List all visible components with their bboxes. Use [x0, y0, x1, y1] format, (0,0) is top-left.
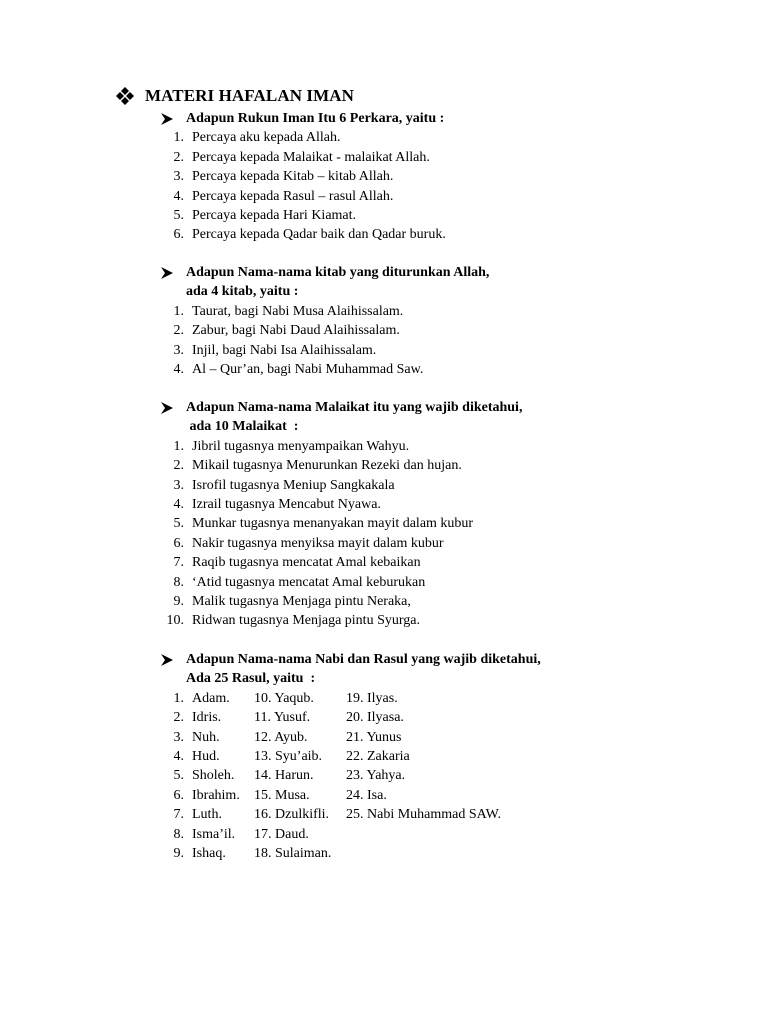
rasul-name: 25. Nabi Muhammad SAW. [346, 807, 502, 823]
rasul-name: Isma’il. [192, 826, 236, 842]
item-number: 7. [173, 807, 184, 823]
item-text: Percaya aku kepada Allah. [192, 130, 341, 146]
rasul-name: Luth. [192, 807, 222, 823]
table-row [160, 786, 546, 805]
rasul-name [346, 844, 546, 863]
section-heading-row [160, 398, 522, 417]
rasul-name: 18. Sulaiman. [254, 845, 332, 861]
list-item [160, 321, 489, 340]
section-kitab [160, 263, 489, 379]
item-text: ‘Atid tugasnya mencatat Amal keburukan [192, 574, 426, 590]
section-heading-row [160, 109, 446, 128]
item-text: Mikail tugasnya Menurunkan Rezeki dan hujan. [192, 458, 462, 474]
item-number: 4. [173, 496, 184, 512]
item-text: Taurat, bagi Nabi Musa Alaihissalam. [192, 303, 404, 319]
item-number: 4. [173, 361, 184, 377]
item-text: Injil, bagi Nabi Isa Alaihissalam. [192, 342, 377, 358]
item-text: Munkar tugasnya menanyakan mayit dalam kubur [192, 516, 474, 532]
item-text: Percaya kepada Qadar baik dan Qadar buruk. [192, 227, 446, 243]
list-item [160, 341, 489, 360]
list-item [160, 534, 522, 553]
rasul-name: Adam. [192, 690, 230, 706]
list-item [160, 206, 446, 225]
rasul-name [346, 825, 546, 844]
section-heading-row [160, 650, 546, 669]
list-item [160, 148, 446, 167]
rasul-name: Nuh. [192, 729, 220, 745]
item-number: 5. [173, 768, 184, 784]
table-row [160, 766, 546, 785]
rasul-name: 21. Yunus [346, 729, 402, 745]
item-number: 2. [173, 710, 184, 726]
section-heading: Adapun Nama-nama kitab yang diturunkan Allah, [186, 265, 490, 280]
kitab-list [160, 302, 489, 380]
list-item [160, 167, 446, 186]
list-item [160, 225, 446, 244]
rasul-name: Sholeh. [192, 768, 235, 784]
item-number: 8. [173, 574, 184, 590]
rasul-name: 11. Yusuf. [254, 710, 311, 726]
item-text: Izrail tugasnya Mencabut Nyawa. [192, 496, 381, 512]
section-heading: Adapun Rukun Iman Itu 6 Perkara, yaitu : [186, 111, 445, 126]
item-text: Raqib tugasnya mencatat Amal kebaikan [192, 555, 421, 571]
malaikat-list [160, 437, 522, 631]
rasul-name: 17. Daud. [254, 826, 309, 842]
rasul-name: 22. Zakaria [346, 748, 410, 764]
rasul-name: 24. Isa. [346, 787, 387, 803]
item-number: 2. [173, 149, 184, 165]
list-item [160, 302, 489, 321]
page-title: MATERI HAFALAN IMAN [145, 86, 355, 105]
list-item [160, 456, 522, 475]
item-number: 9. [173, 593, 184, 609]
item-text: Al – Qur’an, bagi Nabi Muhammad Saw. [192, 361, 424, 377]
item-number: 6. [173, 787, 184, 803]
diamond-bullet-icon [115, 86, 135, 106]
item-text: Isrofil tugasnya Meniup Sangkakala [192, 477, 395, 493]
item-number: 1. [173, 303, 184, 319]
item-text: Jibril tugasnya menyampaikan Wahyu. [192, 438, 410, 454]
section-heading: Adapun Nama-nama Nabi dan Rasul yang wajib diketahui, [186, 652, 541, 667]
list-item [160, 128, 446, 147]
item-text: Percaya kepada Hari Kiamat. [192, 207, 357, 223]
rasul-name: Hud. [192, 748, 220, 764]
list-item [160, 187, 446, 206]
item-number: 9. [173, 845, 184, 861]
list-item [160, 360, 489, 379]
arrow-bullet-icon [160, 266, 174, 280]
item-number: 1. [173, 438, 184, 454]
table-row [160, 689, 546, 708]
item-number: 1. [173, 690, 184, 706]
table-row [160, 825, 546, 844]
rasul-name: 14. Harun. [254, 768, 314, 784]
item-number: 3. [173, 342, 184, 358]
arrow-bullet-icon [160, 653, 174, 667]
item-text: Nakir tugasnya menyiksa mayit dalam kubur [192, 535, 444, 551]
item-number: 3. [173, 729, 184, 745]
arrow-bullet-icon [160, 112, 174, 126]
item-number: 8. [173, 826, 184, 842]
rasul-name: 19. Ilyas. [346, 690, 398, 706]
item-number: 5. [173, 516, 184, 532]
table-row [160, 844, 546, 863]
item-number: 4. [173, 748, 184, 764]
section-rasul [160, 650, 546, 863]
table-row [160, 728, 546, 747]
item-number: 2. [173, 458, 184, 474]
table-row [160, 747, 546, 766]
item-text: Percaya kepada Malaikat - malaikat Allah. [192, 149, 430, 165]
section-subheading: ada 4 kitab, yaitu : [186, 284, 299, 300]
table-row [160, 805, 546, 824]
rasul-name: 20. Ilyasa. [346, 710, 404, 726]
list-item [160, 514, 522, 533]
list-item [160, 573, 522, 592]
arrow-bullet-icon [160, 401, 174, 415]
item-number: 5. [173, 207, 184, 223]
item-number: 10. [166, 613, 184, 629]
section-malaikat [160, 398, 522, 631]
item-number: 3. [173, 477, 184, 493]
section-subheading: Ada 25 Rasul, yaitu : [186, 671, 316, 687]
rasul-name: 15. Musa. [254, 787, 310, 803]
rasul-name: 16. Dzulkifli. [254, 807, 330, 823]
item-number: 6. [173, 227, 184, 243]
rukun-list [160, 128, 446, 244]
rasul-name: 12. Ayub. [254, 729, 308, 745]
item-text: Percaya kepada Kitab – kitab Allah. [192, 169, 394, 185]
list-item [160, 611, 522, 630]
rasul-grid [160, 689, 546, 864]
rasul-name: Ibrahim. [192, 787, 240, 803]
item-text: Malik tugasnya Menjaga pintu Neraka, [192, 593, 411, 609]
rasul-name: 13. Syu’aib. [254, 748, 323, 764]
list-item [160, 553, 522, 572]
list-item [160, 437, 522, 456]
rasul-name: Idris. [192, 710, 222, 726]
item-number: 6. [173, 535, 184, 551]
item-number: 2. [173, 323, 184, 339]
item-text: Percaya kepada Rasul – rasul Allah. [192, 188, 394, 204]
rasul-name: 10. Yaqub. [254, 690, 314, 706]
table-row [160, 708, 546, 727]
item-text: Zabur, bagi Nabi Daud Alaihissalam. [192, 323, 400, 339]
item-number: 4. [173, 188, 184, 204]
section-rukun-iman [160, 109, 446, 245]
section-subheading: ada 10 Malaikat : [186, 419, 299, 435]
rasul-name: Ishaq. [192, 845, 226, 861]
item-number: 7. [173, 555, 184, 571]
rasul-name: 23. Yahya. [346, 768, 406, 784]
list-item [160, 592, 522, 611]
section-heading: Adapun Nama-nama Malaikat itu yang wajib diketahui, [186, 400, 523, 415]
list-item [160, 476, 522, 495]
item-text: Ridwan tugasnya Menjaga pintu Syurga. [192, 613, 420, 629]
item-number: 1. [173, 130, 184, 146]
list-item [160, 495, 522, 514]
section-heading-row [160, 263, 489, 282]
title-row [115, 86, 354, 106]
item-number: 3. [173, 169, 184, 185]
